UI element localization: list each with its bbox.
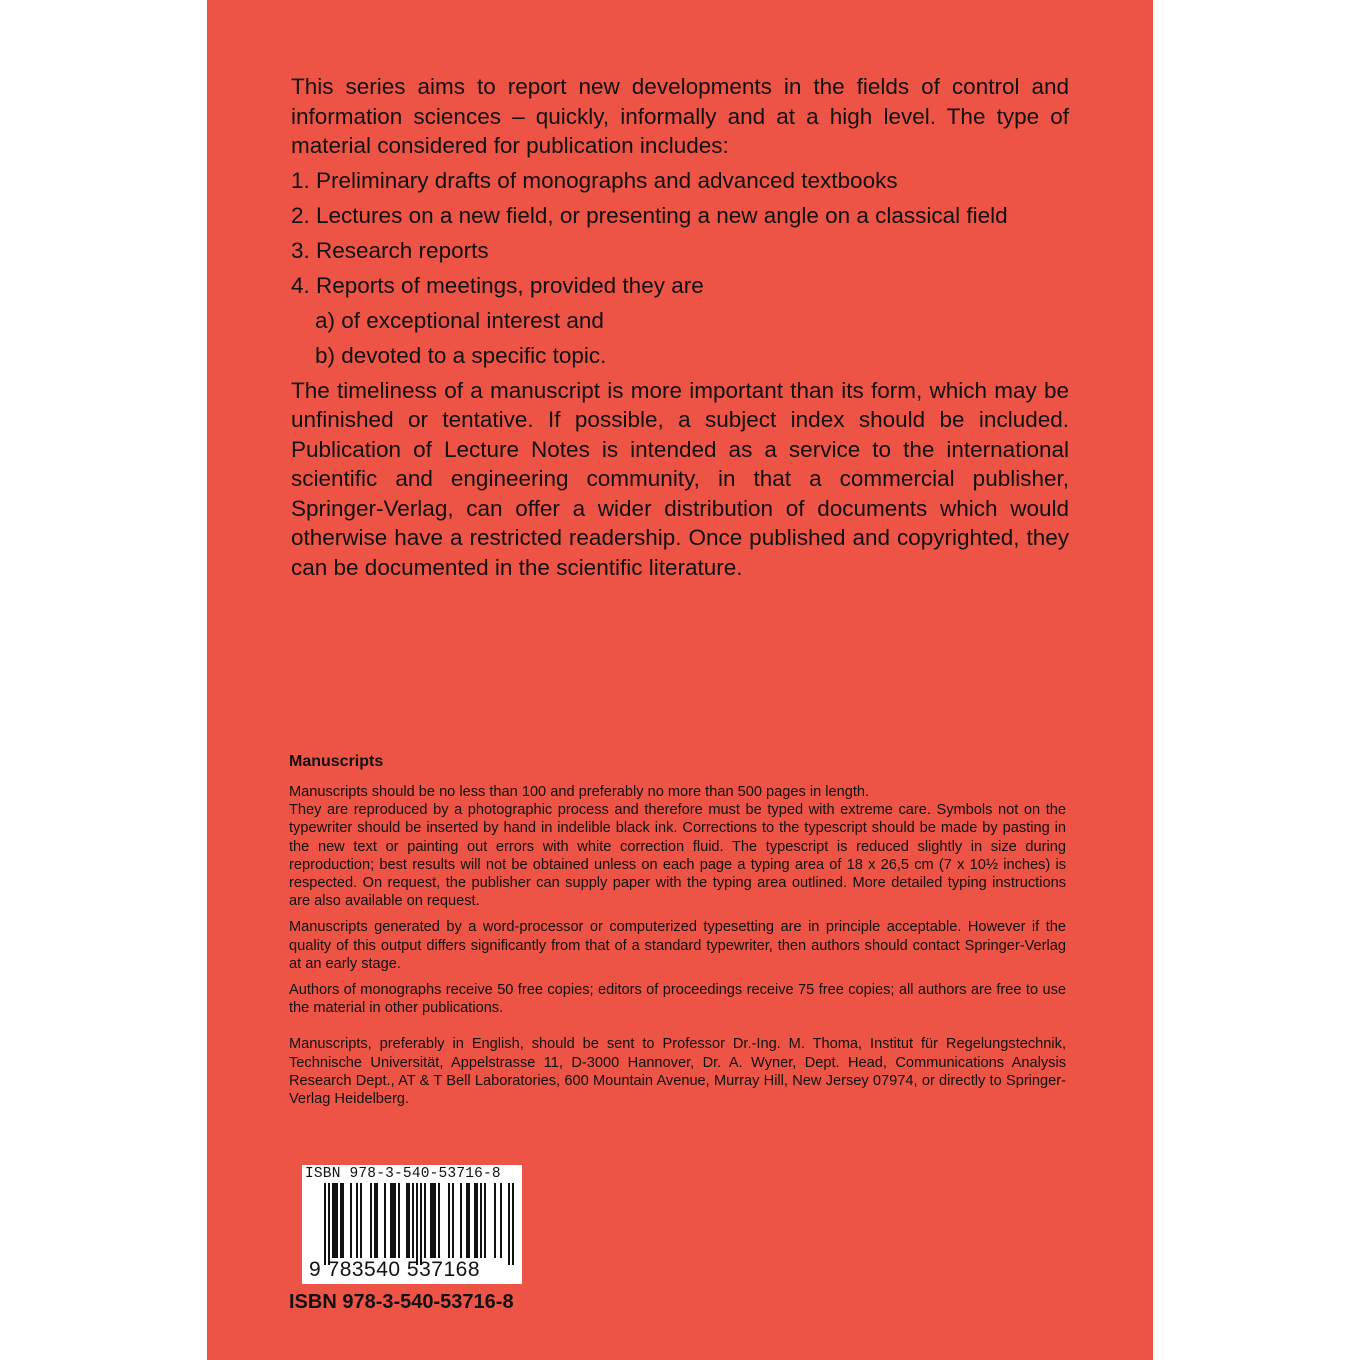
barcode-bar: [434, 1183, 436, 1258]
barcode-bar: [374, 1183, 376, 1258]
barcode-bar: [460, 1183, 462, 1258]
manuscripts-section: [289, 752, 1066, 1108]
barcode-bar: [390, 1183, 392, 1258]
barcode-bar: [424, 1183, 426, 1258]
list-item: 1. Preliminary drafts of monographs and advanced textbooks: [291, 168, 898, 193]
barcode-bar: [484, 1183, 486, 1258]
list-item: 4. Reports of meetings, provided they are: [291, 273, 704, 298]
barcode-bar: [480, 1183, 482, 1258]
barcode-bar: [324, 1183, 326, 1265]
barcode-bar: [370, 1183, 372, 1258]
barcode-bar: [394, 1183, 396, 1258]
barcode-bar: [512, 1183, 514, 1265]
barcode-bar: [328, 1183, 330, 1265]
barcode-digits: 9 783540 537168: [309, 1258, 480, 1281]
barcode-bar: [430, 1183, 432, 1258]
list-subitem: b) devoted to a specific topic.: [315, 343, 607, 368]
barcode-bar: [452, 1183, 454, 1258]
barcode-bar: [392, 1183, 394, 1258]
list-item: 3. Research reports: [291, 238, 489, 263]
barcode-bar: [412, 1183, 414, 1258]
manuscripts-wordprocessor-paragraph: Manuscripts generated by a word-processor or computerized typesetting are in principle acceptable. However if the quality of this output differs significantly from that of a standard typewriter, then authors should contact Springer-Verlag at an early stage.: [289, 919, 1066, 972]
manuscripts-typing-paragraph: They are reproduced by a photographic process and therefore must be typed with extreme care. Symbols not on the typewriter should be inserted by hand in indelible black ink. Corrections to the typescript should be made by pasting in the new text or painting out errors with white correction fluid. The typescript is reduced slightly in size during reproduction; best results will not be obtained unless on each page a typing area of 18 x 26,5 cm (7 x 10½ inches) is respected. On request, the publisher can supply paper with the typing area outlined. More detailed typing instructions are also available on request.: [289, 802, 1066, 910]
timeliness-paragraph: The timeliness of a manuscript is more important than its form, which may be unfinished or tentative. If possible, a subject index should be included. Publication of Lecture Notes is intended as a service to the international scientific and engineering community, in that a commercial publisher, Springer-Verlag, can offer a wider distribution of documents which would otherwise have a restricted readership. Once published and copyrighted, they can be documented in the scientific literature.: [291, 377, 1069, 580]
barcode-bar: [342, 1183, 344, 1258]
barcode-bar: [508, 1183, 510, 1265]
barcode-bar: [334, 1183, 336, 1258]
manuscripts-address-paragraph: Manuscripts, preferably in English, should be sent to Professor Dr.-Ing. M. Thoma, Institut für Regelungstechnik, Technische Universität, Appelstrasse 11, D-3000 Hannover, Dr. A. Wyner, Dept. Head, Communications Analysis Research Dept., AT & T Bell Laboratories, 600 Mountain Avenue, Murray Hill, New Jersey 07974, or directly to Springer-Verlag Heidelberg.: [289, 1036, 1066, 1108]
series-description: [291, 72, 1069, 582]
intro-paragraph: This series aims to report new developments in the fields of control and information sciences – quickly, informally and at a high level. The type of material considered for publication includes:: [291, 74, 1069, 158]
material-list: [291, 166, 1069, 371]
barcode-bar: [466, 1183, 468, 1258]
barcode-bar: [336, 1183, 338, 1258]
list-subitem: a) of exceptional interest and: [315, 308, 604, 333]
barcode-bar: [500, 1183, 502, 1258]
barcode-bar: [468, 1183, 470, 1258]
barcode-bar: [376, 1183, 378, 1258]
barcode-bar: [350, 1183, 352, 1258]
barcode-bar: [474, 1183, 476, 1258]
list-item: 2. Lectures on a new field, or presenting a new angle on a classical field: [291, 203, 1008, 228]
barcode-bar: [406, 1183, 408, 1258]
barcode-bar: [408, 1183, 410, 1258]
manuscripts-copies-paragraph: Authors of monographs receive 50 free copies; editors of proceedings receive 75 free copies; all authors are free to use the material in other publications.: [289, 982, 1066, 1017]
isbn-number: ISBN 978-3-540-53716-8: [289, 1291, 514, 1313]
barcode-isbn-label: ISBN 978-3-540-53716-8: [305, 1166, 501, 1182]
barcode-bar: [476, 1183, 478, 1258]
barcode-bar: [420, 1183, 422, 1265]
barcode-bar: [356, 1183, 358, 1258]
barcode-bar: [398, 1183, 400, 1258]
barcode-bar: [438, 1183, 440, 1258]
barcode-bar: [432, 1183, 434, 1258]
manuscripts-length-paragraph: Manuscripts should be no less than 100 and preferably no more than 500 pages in length.: [289, 784, 870, 800]
barcode: [302, 1165, 522, 1284]
barcode-bar: [494, 1183, 496, 1258]
barcode-bar: [416, 1183, 418, 1265]
barcode-bar: [360, 1183, 362, 1258]
barcode-bar: [448, 1183, 450, 1258]
barcode-bar: [332, 1183, 334, 1258]
barcode-bar: [340, 1183, 342, 1258]
barcode-bar: [384, 1183, 386, 1258]
manuscripts-heading: Manuscripts: [289, 753, 384, 770]
back-cover: [207, 0, 1153, 1360]
